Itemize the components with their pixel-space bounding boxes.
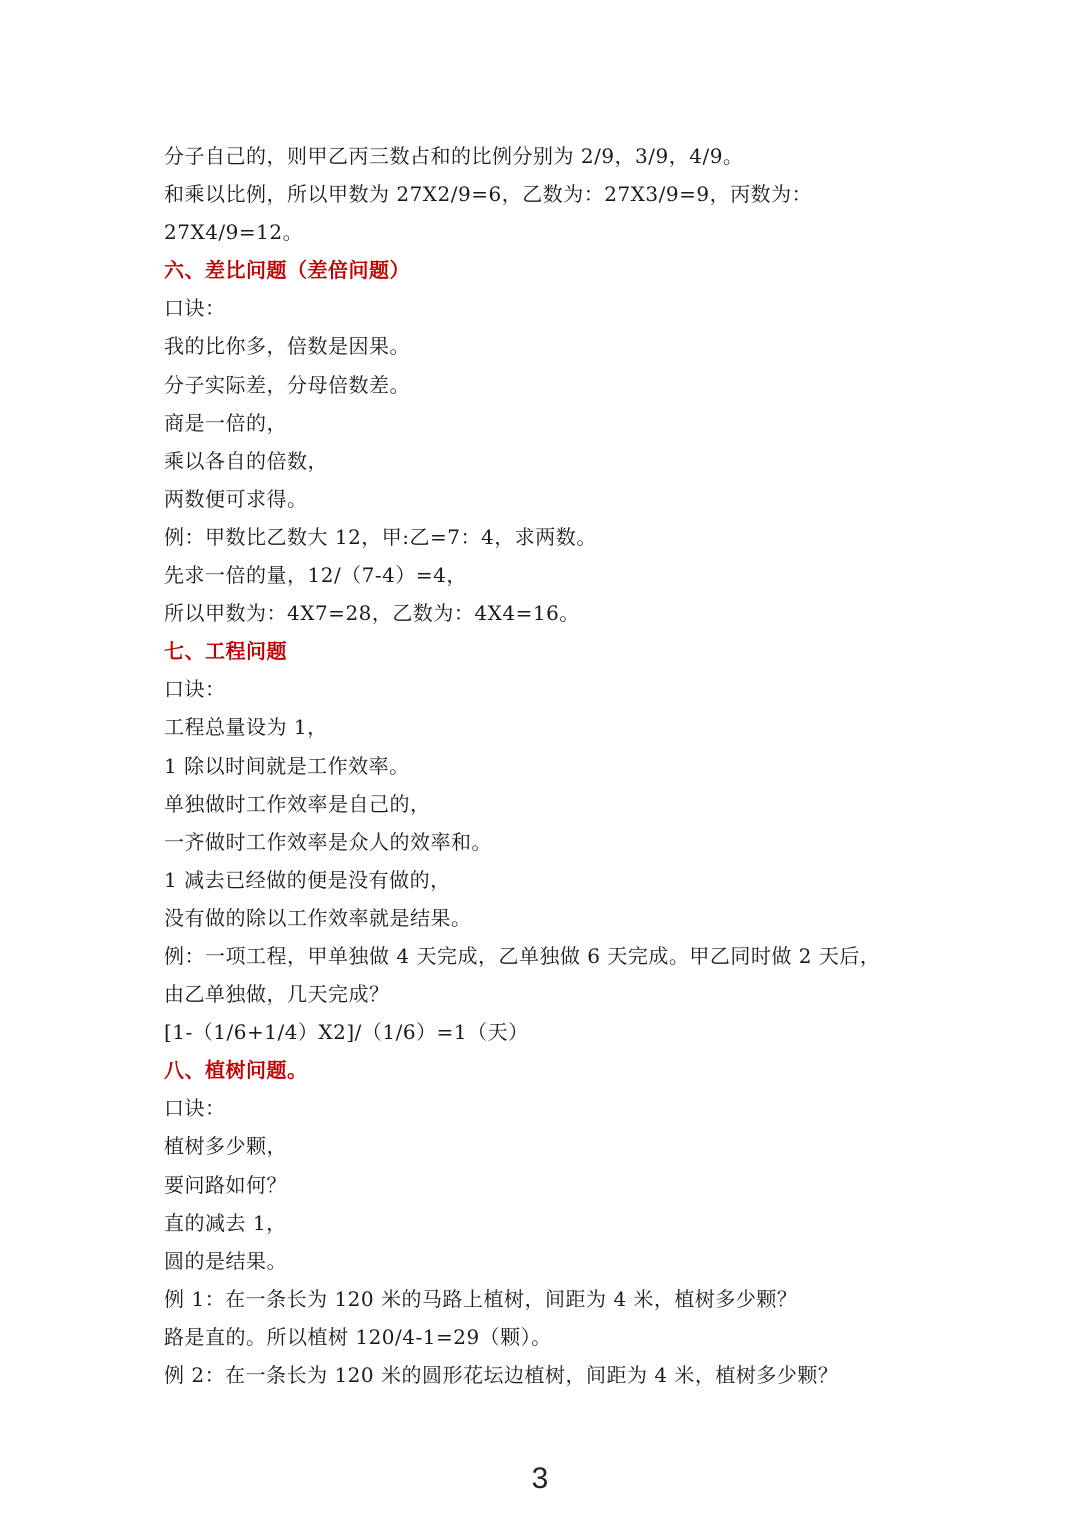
text-line: 一齐做时工作效率是众人的效率和。 xyxy=(164,829,492,854)
section-heading: 七、工程问题 xyxy=(164,639,287,664)
text-line: 口诀： xyxy=(164,296,226,321)
text-line: 没有做的除以工作效率就是结果。 xyxy=(164,905,472,930)
text-line: 商是一倍的， xyxy=(164,410,287,435)
page-content xyxy=(164,137,924,1394)
text-line: 分子自己的，则甲乙丙三数占和的比例分别为 2/9，3/9，4/9。 xyxy=(164,144,744,168)
text-line: 口诀： xyxy=(164,677,226,702)
text-line: 我的比你多，倍数是因果。 xyxy=(164,334,410,359)
text-line: 圆的是结果。 xyxy=(164,1248,287,1273)
text-line: 27X4/9=12。 xyxy=(164,220,304,245)
text-line: [1-（1/6+1/4）X2]/（1/6）=1（天） xyxy=(164,1020,529,1045)
section-heading: 六、差比问题（差倍问题） xyxy=(164,258,410,283)
text-line: 例：甲数比乙数大 12，甲:乙=7：4，求两数。 xyxy=(164,524,597,549)
text-line: 直的减去 1， xyxy=(164,1210,287,1235)
text-line: 植树多少颗， xyxy=(164,1134,287,1159)
text-line: 两数便可求得。 xyxy=(164,486,308,511)
text-line: 工程总量设为 1， xyxy=(164,715,328,740)
text-line: 口诀： xyxy=(164,1096,226,1121)
text-line: 单独做时工作效率是自己的， xyxy=(164,791,431,816)
text-line: 乘以各自的倍数， xyxy=(164,448,328,473)
text-line: 所以甲数为：4X7=28，乙数为：4X4=16。 xyxy=(164,601,580,626)
text-line: 由乙单独做，几天完成？ xyxy=(164,982,390,1007)
text-line: 要问路如何？ xyxy=(164,1172,287,1197)
text-line: 例 1：在一条长为 120 米的马路上植树，间距为 4 米，植树多少颗？ xyxy=(164,1286,798,1311)
text-line: 分子实际差，分母倍数差。 xyxy=(164,372,410,397)
text-line: 1 除以时间就是工作效率。 xyxy=(164,753,410,778)
text-line: 例：一项工程，甲单独做 4 天完成，乙单独做 6 天完成。甲乙同时做 2 天后， xyxy=(164,943,881,968)
text-line: 和乘以比例，所以甲数为 27X2/9=6，乙数为：27X3/9=9，丙数为： xyxy=(164,182,813,207)
section-heading: 八、植树问题。 xyxy=(164,1058,308,1083)
page-number: 3 xyxy=(531,1462,549,1495)
text-line: 路是直的。所以植树 120/4-1=29（颗）。 xyxy=(164,1324,552,1349)
text-line: 先求一倍的量，12/（7-4）=4， xyxy=(164,563,467,588)
text-line: 1 减去已经做的便是没有做的， xyxy=(164,867,451,892)
text-line: 例 2：在一条长为 120 米的圆形花坛边植树，间距为 4 米，植树多少颗？ xyxy=(164,1363,839,1387)
